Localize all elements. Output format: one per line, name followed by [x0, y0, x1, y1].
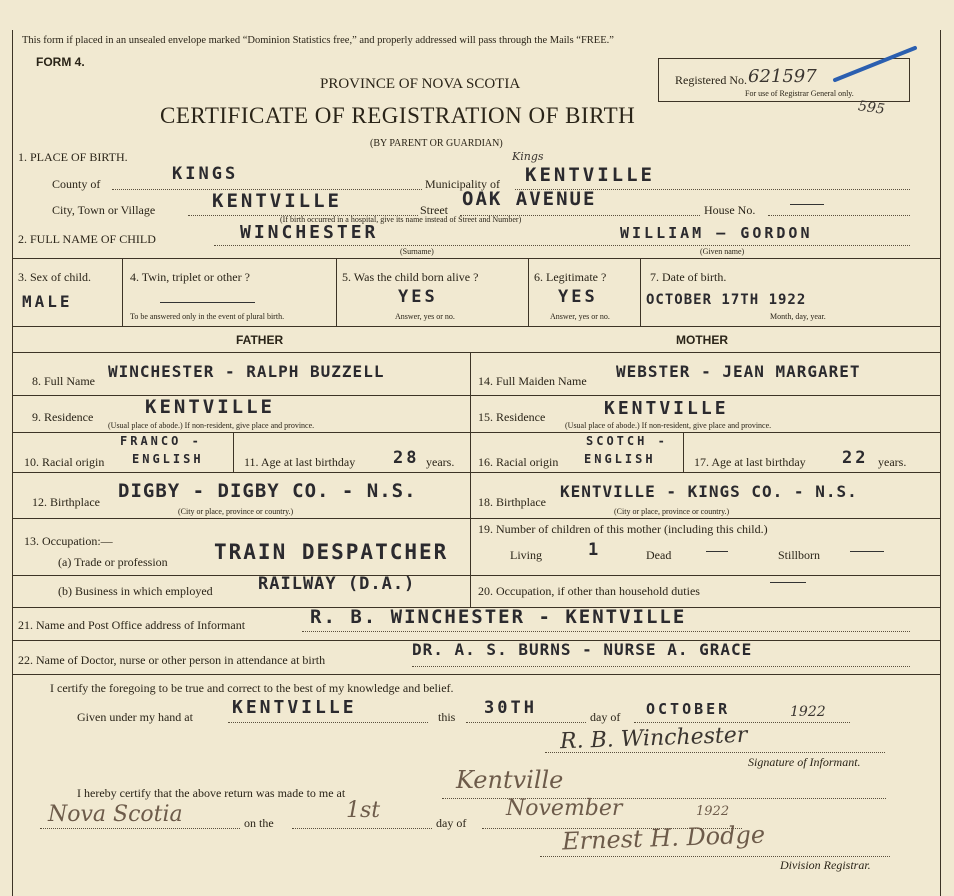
on-the-label: on the	[244, 816, 274, 830]
twin-dash	[160, 302, 255, 303]
trade-value: TRAIN DESPATCHER	[214, 540, 449, 564]
signature-label: Signature of Informant.	[748, 755, 861, 769]
living-value: 1	[588, 540, 602, 560]
business-value: RAILWAY (D.A.)	[258, 574, 416, 594]
house-label: House No.	[704, 203, 756, 217]
alive-value: YES	[398, 287, 438, 307]
child-name-label: 2. FULL NAME OF CHILD	[18, 232, 156, 246]
certificate-title: CERTIFICATE OF REGISTRATION OF BIRTH	[160, 103, 636, 128]
dead-label: Dead	[646, 548, 672, 562]
doctor-value: DR. A. S. BURNS - NURSE A. GRACE	[412, 640, 753, 659]
birth-date-note: Month, day, year.	[770, 312, 826, 321]
father-age-years: years.	[426, 455, 455, 469]
place-heading: 1. PLACE OF BIRTH.	[18, 150, 128, 164]
registrar-note: For use of Registrar General only.	[745, 89, 854, 98]
given-label: Given under my hand at	[77, 710, 193, 724]
this-label: this	[438, 710, 456, 724]
legitimate-value: YES	[558, 287, 598, 307]
municipality-value: KENTVILLE	[525, 164, 655, 186]
day-of-label: day of	[590, 710, 621, 724]
mother-birthplace-note: (City or place, province or country.)	[614, 507, 730, 516]
sex-label: 3. Sex of child.	[18, 270, 91, 284]
stillborn-label: Stillborn	[778, 548, 821, 562]
dead-dash	[706, 551, 728, 552]
living-label: Living	[510, 548, 542, 562]
corner-number: 595	[857, 98, 886, 118]
sex-value: MALE	[22, 292, 73, 311]
father-name-value: WINCHESTER - RALPH BUZZELL	[108, 362, 385, 381]
father-racial-value: ENGLISH	[132, 452, 204, 466]
mother-residence-label: 15. Residence	[478, 410, 546, 424]
twin-label: 4. Twin, triplet or other ?	[130, 270, 250, 284]
mother-racial-label: 16. Racial origin	[478, 455, 559, 469]
left-border	[12, 30, 13, 896]
registered-number: 621597	[748, 66, 817, 87]
given-day: 30TH	[484, 698, 537, 718]
child-surname: WINCHESTER	[240, 222, 379, 243]
trade-label: (a) Trade or profession	[58, 555, 168, 569]
mail-notice: This form if placed in an unsealed envelope marked “Dominion Statistics free,” and properly addressed will pass through the Mails “FREE.”	[22, 35, 614, 46]
father-residence-value: KENTVILLE	[145, 396, 275, 418]
alive-note: Answer, yes or no.	[395, 312, 455, 321]
mother-age-years: years.	[878, 455, 907, 469]
registrar-year: 1922	[696, 804, 730, 819]
informant-value: R. B. WINCHESTER - KENTVILLE	[310, 606, 687, 628]
father-birthplace-value: DIGBY - DIGBY CO. - N.S.	[118, 480, 417, 502]
right-border	[940, 30, 941, 896]
form-number: FORM 4.	[36, 55, 85, 69]
certify-statement: I certify the foregoing to be true and correct to the best of my knowledge and belief.	[50, 681, 454, 695]
city-label: City, Town or Village	[52, 203, 156, 217]
birth-date-label: 7. Date of birth.	[650, 270, 727, 284]
house-dash	[790, 204, 824, 205]
municipality-label: Municipality of	[425, 177, 500, 191]
mother-racial-value: ENGLISH	[584, 452, 656, 466]
father-racial-above: FRANCO -	[120, 434, 202, 448]
street-value: OAK AVENUE	[462, 188, 597, 210]
given-place: KENTVILLE	[232, 697, 357, 718]
father-birthplace-note: (City or place, province or country.)	[178, 507, 294, 516]
registrar-month: November	[506, 796, 623, 821]
mother-age-value: 22	[842, 448, 869, 468]
surname-note: (Surname)	[400, 247, 434, 256]
city-value: KENTVILLE	[212, 190, 342, 212]
municipality-correction: Kings	[512, 150, 544, 163]
birth-date-value: OCTOBER 17TH 1922	[646, 292, 807, 308]
given-year: 1922	[790, 704, 826, 720]
registrar-day: 1st	[346, 798, 381, 823]
county-label: County of	[52, 177, 101, 191]
registrar-label: Division Registrar.	[780, 858, 871, 872]
certificate-subtitle: (BY PARENT OR GUARDIAN)	[370, 138, 503, 149]
county-value: KINGS	[172, 164, 239, 184]
father-birthplace-label: 12. Birthplace	[32, 495, 100, 509]
father-age-value: 28	[393, 448, 420, 468]
father-residence-note: (Usual place of abode.) If non-resident, give place and province.	[108, 421, 315, 430]
occupation-heading: 13. Occupation:—	[24, 534, 113, 548]
legitimate-label: 6. Legitimate ?	[534, 270, 607, 284]
mother-racial-above: SCOTCH -	[586, 434, 668, 448]
children-label: 19. Number of children of this mother (including this child.)	[478, 522, 768, 536]
mother-residence-value: KENTVILLE	[604, 398, 729, 419]
mother-age-label: 17. Age at last birthday	[694, 455, 806, 469]
registrar-statement: I hereby certify that the above return was made to me at	[77, 786, 346, 800]
business-label: (b) Business in which employed	[58, 584, 213, 598]
father-heading: FATHER	[236, 333, 284, 347]
mother-heading: MOTHER	[676, 333, 728, 347]
informant-label: 21. Name and Post Office address of Informant	[18, 618, 246, 632]
registrar-signature: Ernest H. Dodge	[561, 820, 766, 856]
informant-signature: R. B. Winchester	[559, 722, 748, 755]
father-age-label: 11. Age at last birthday	[244, 455, 356, 469]
twin-note: To be answered only in the event of plural birth.	[130, 312, 285, 321]
legitimate-note: Answer, yes or no.	[550, 312, 610, 321]
day-of-label-2: day of	[436, 816, 467, 830]
stillborn-dash	[850, 551, 884, 552]
blue-pencil-mark	[830, 44, 920, 84]
mother-name-value: WEBSTER - JEAN MARGARET	[616, 362, 861, 381]
given-month: OCTOBER	[646, 700, 731, 718]
father-racial-label: 10. Racial origin	[24, 455, 105, 469]
father-residence-label: 9. Residence	[32, 410, 94, 424]
doctor-label: 22. Name of Doctor, nurse or other person in attendance at birth	[18, 653, 326, 667]
alive-label: 5. Was the child born alive ?	[342, 270, 479, 284]
province-heading: PROVINCE OF NOVA SCOTIA	[320, 76, 521, 92]
hospital-note: (If birth occurred in a hospital, give its name instead of Street and Number)	[280, 215, 522, 224]
registrar-place: Kentville	[456, 766, 564, 794]
mother-occupation-dash	[770, 582, 806, 583]
child-given-name: WILLIAM — GORDON	[620, 224, 813, 242]
street-label: Street	[420, 203, 448, 217]
mother-name-label: 14. Full Maiden Name	[478, 374, 587, 388]
mother-birthplace-label: 18. Birthplace	[478, 495, 546, 509]
registrar-province: Nova Scotia	[48, 802, 183, 827]
mother-birthplace-value: KENTVILLE - KINGS CO. - N.S.	[560, 482, 858, 501]
given-note: (Given name)	[700, 247, 745, 256]
father-name-label: 8. Full Name	[32, 374, 95, 388]
mother-occupation-label: 20. Occupation, if other than household duties	[478, 584, 700, 598]
mother-residence-note: (Usual place of abode.) If non-resident, give place and province.	[565, 421, 772, 430]
registered-label: Registered No.	[675, 73, 747, 87]
